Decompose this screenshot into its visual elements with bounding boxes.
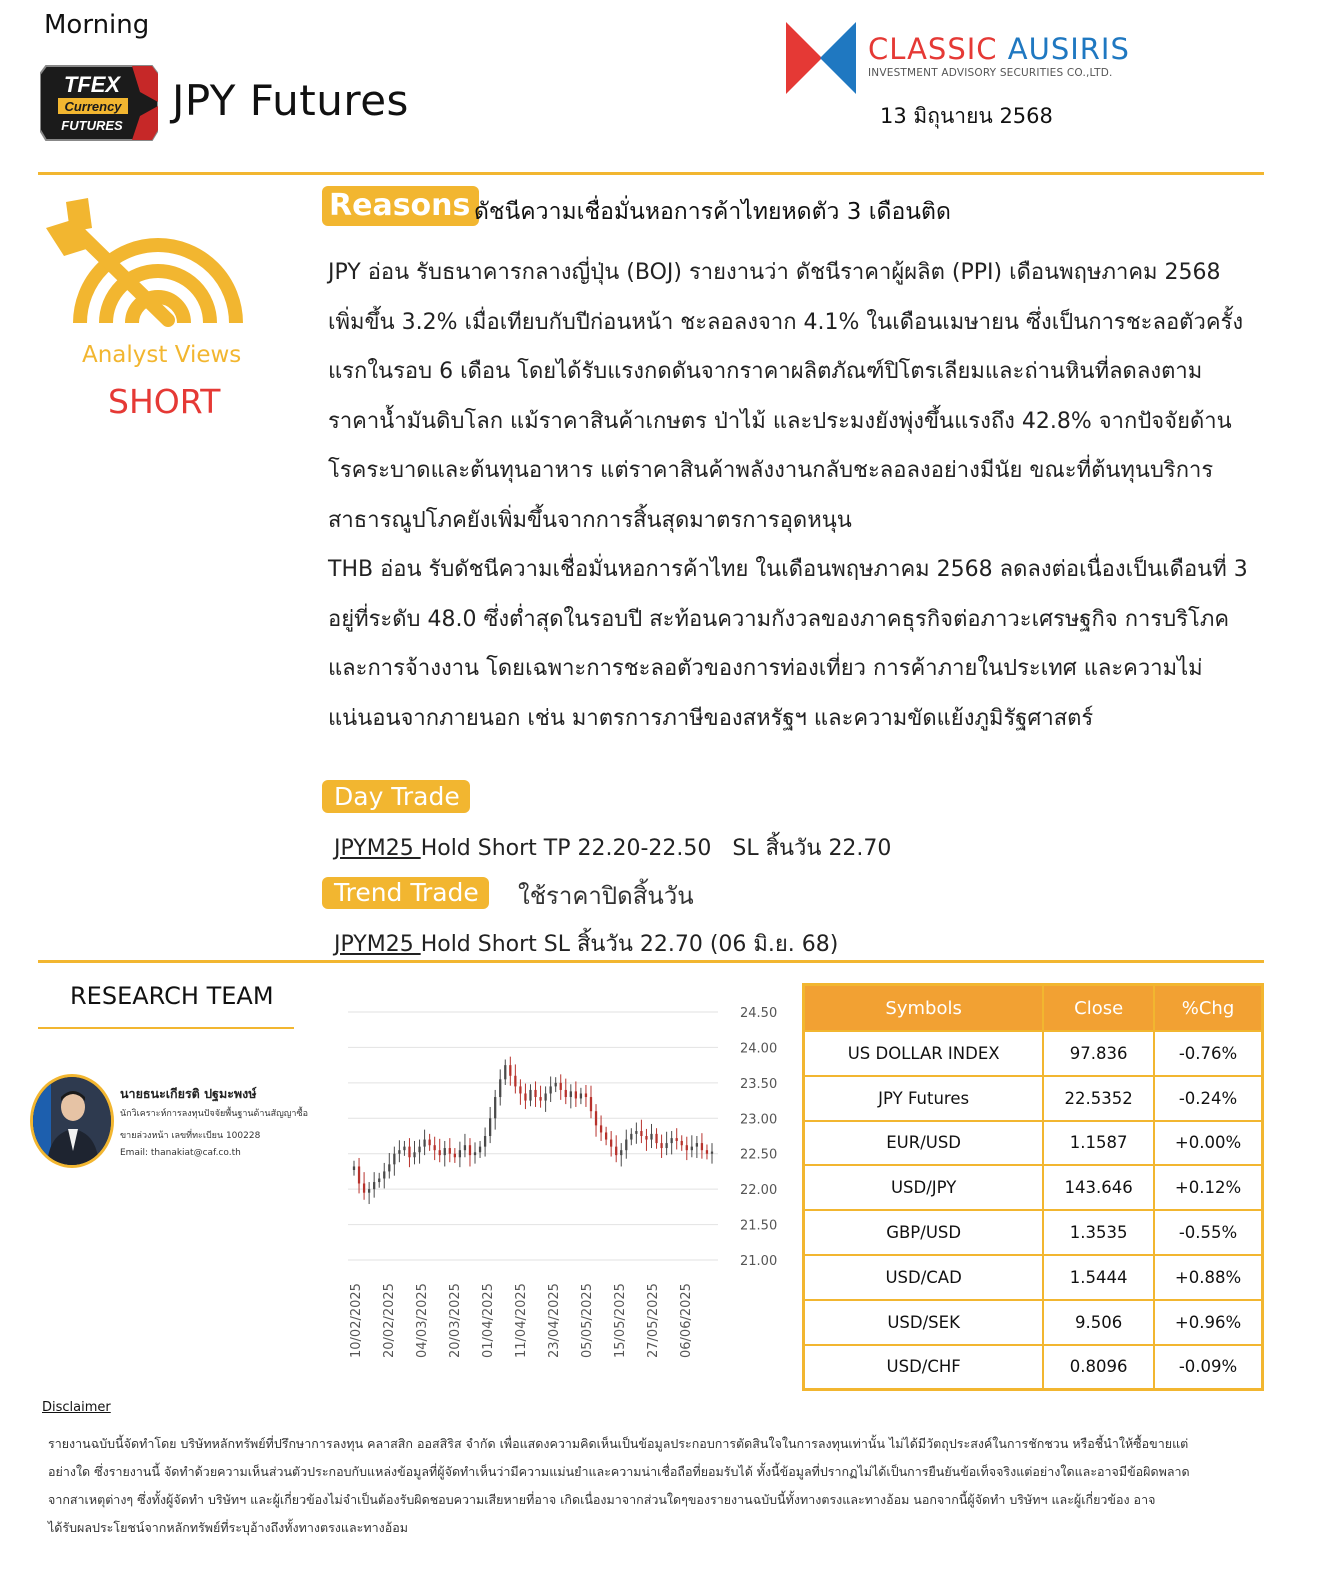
reasons-paragraph-thb: THB อ่อน รับดัชนีความเชื่อมั่นหอการค้าไทย ในเดือนพฤษภาคม 2568 ลดลงต่อเนื่องเป็นเดือนที่ 3 อยู่ที่ระดับ 48.0 ซึ่งต่ำสุดในรอบปี สะท้อนความกังวลของภาคธุรกิจต่อภาวะเศรษฐกิจ การบริโภค และการจ้างงาน โดยเฉพาะการชะลอตัวของการท่องเที่ยว การค้าภายในประเทศ และความไม่แน่นอนจากภายนอก เช่น มาตรการภาษีของสหรัฐฯ และความขัดแย้งภูมิรัฐศาสตร์ (328, 557, 1248, 731)
candle-body (509, 1065, 511, 1076)
candle-body (514, 1076, 516, 1087)
trend-trade-symbol: JPYM25 (334, 932, 421, 957)
candle-body (585, 1093, 587, 1097)
disclaimer-line: รายงานฉบับนี้จัดทำโดย บริษัทหลักทรัพย์ที่ปรึกษาการลงทุน คลาสสิก ออสสิริส จำกัด เพื่อแสดงความคิดเห็นเป็นข้อมูลประกอบการตัดสินใจในการลงทุนเท่านั้น ไม่ได้มีวัตถุประสงค์ในการชักชวน หรือชี้นำให้ซื้อขายแต่ (48, 1436, 1189, 1451)
candle-body (560, 1083, 562, 1090)
symbol-cell: USD/SEK (804, 1300, 1044, 1345)
candle-body (418, 1147, 420, 1153)
candle-body (655, 1134, 657, 1143)
pct-change-cell: +0.96% (1154, 1300, 1262, 1345)
candle-body (434, 1145, 436, 1150)
analyst-views-value: SHORT (108, 382, 221, 421)
brand-name-part2: AUSIRIS (1007, 32, 1130, 66)
table-row (804, 1210, 1263, 1255)
candle-body (449, 1148, 451, 1154)
edition-label: Morning (44, 10, 150, 40)
candle-body (539, 1097, 541, 1101)
candle-body (358, 1166, 360, 1183)
header-pct-change: %Chg (1154, 985, 1262, 1032)
x-tick-label: 06/06/2025 (679, 1283, 694, 1358)
y-tick-label: 23.50 (740, 1076, 778, 1092)
x-tick-label: 05/05/2025 (580, 1283, 595, 1358)
symbol-cell: USD/JPY (804, 1165, 1044, 1210)
candle-body (570, 1091, 572, 1097)
disclaimer-title: Disclaimer (42, 1400, 111, 1415)
analyst-views-label: Analyst Views (82, 342, 242, 368)
candle-body (686, 1145, 688, 1150)
close-cell: 22.5352 (1043, 1076, 1154, 1121)
x-tick-label: 01/04/2025 (481, 1283, 496, 1358)
pct-change-cell: +0.12% (1154, 1165, 1262, 1210)
close-cell: 1.1587 (1043, 1121, 1154, 1166)
candle-body (363, 1183, 365, 1192)
pct-change-cell: +0.88% (1154, 1255, 1262, 1300)
x-tick-label: 20/02/2025 (382, 1283, 397, 1358)
candle-body (504, 1065, 506, 1079)
day-trade-tag: Day Trade (322, 780, 470, 813)
candle-body (600, 1125, 602, 1132)
report-date: 13 มิถุนายน 2568 (880, 104, 1053, 128)
candle-body (544, 1093, 546, 1100)
pct-change-cell: +0.00% (1154, 1121, 1262, 1166)
y-tick-label: 24.50 (740, 1006, 778, 1021)
close-cell: 9.506 (1043, 1300, 1154, 1345)
y-tick-label: 22.00 (740, 1183, 778, 1199)
candle-body (660, 1143, 662, 1148)
candle-body (676, 1138, 678, 1141)
candle-body (706, 1150, 708, 1154)
trend-trade-note: ใช้ราคาปิดสิ้นวัน (518, 882, 694, 910)
candle-body (701, 1143, 703, 1150)
candle-body (368, 1189, 370, 1193)
symbol-cell: USD/CHF (804, 1345, 1044, 1390)
candle-body (489, 1118, 491, 1136)
y-tick-label: 22.50 (740, 1147, 778, 1163)
classic-ausiris-logo-mark (786, 22, 856, 94)
candle-body (383, 1171, 385, 1178)
candle-body (696, 1143, 698, 1147)
candle-body (529, 1090, 531, 1101)
candle-body (625, 1140, 627, 1151)
candle-body (580, 1093, 582, 1098)
candle-body (565, 1090, 567, 1097)
trend-trade-tag: Trend Trade (322, 877, 489, 909)
candle-body (620, 1150, 622, 1155)
candle-body (378, 1179, 380, 1183)
close-cell: 143.646 (1043, 1165, 1154, 1210)
disclaimer-line: อย่างใด ซึ่งรายงานนี้ จัดทำด้วยความเห็นส่วนตัวประกอบกับแหล่งข้อมูลที่ผู้จัดทำเห็นว่ามีความแม่นยำและความน่าเชื่อถือที่ยอมรับได้ ทั้งนี้ข้อมูลที่ปรากฏไม่ได้เป็นการยืนยันข้อเท็จจริงแต่อย่างใดและอาจมีข้อผิดพลาด (48, 1464, 1190, 1479)
candle-body (444, 1148, 446, 1155)
pct-change-cell: -0.76% (1154, 1031, 1262, 1076)
pct-change-cell: -0.24% (1154, 1076, 1262, 1121)
y-tick-label: 24.00 (740, 1041, 778, 1057)
table-row (804, 1300, 1263, 1345)
brand-name-part1: CLASSIC (868, 32, 998, 66)
candle-body (519, 1086, 521, 1093)
x-tick-label: 04/03/2025 (415, 1283, 430, 1358)
candle-body (403, 1147, 405, 1151)
reasons-paragraph-jpy: JPY อ่อน รับธนาคารกลางญี่ปุ่น (BOJ) รายงานว่า ดัชนีราคาผู้ผลิต (PPI) เดือนพฤษภาคม 2568 เพิ่มขึ้น 3.2% เมื่อเทียบกับปีก่อนหน้า ชะลอลงจาก 4.1% ในเดือนเมษายน ซึ่งเป็นการชะลอตัวครั้งแรกในรอบ 6 เดือน โดยได้รับแรงกดดันจากราคาผลิตภัณฑ์ปิโตรเลียมและถ่านหินที่ลดลงตามราคาน้ำมันดิบโลก แม้ราคาสินค้าเกษตร ป่าไม้ และประมงยังพุ่งขึ้นแรงถึง 42.8% จากปัจจัยด้านโรคระบาดและต้นทุนอาหาร แต่ราคาสินค้าพลังงานกลับชะลอลงอย่างมีนัย ขณะที่ต้นทุนบริการสาธารณูปโภคยังเพิ่มขึ้นจากการสิ้นสุดมาตรการอุดหนุน (328, 260, 1244, 533)
table-row (804, 1031, 1263, 1076)
brand-subtitle: INVESTMENT ADVISORY SECURITIES CO.,LTD. (868, 67, 1113, 79)
candle-body (575, 1091, 577, 1098)
y-tick-label: 23.00 (740, 1112, 778, 1128)
day-trade-text: Hold Short TP 22.20-22.50 SL สิ้นวัน 22.70 (420, 836, 892, 861)
candle-body (479, 1147, 481, 1153)
candle-body (615, 1147, 617, 1156)
day-trade-symbol: JPYM25 (334, 836, 421, 861)
symbol-cell: EUR/USD (804, 1121, 1044, 1166)
disclaimer-body (48, 1430, 1248, 1542)
pct-change-cell: -0.55% (1154, 1210, 1262, 1255)
close-cell: 97.836 (1043, 1031, 1154, 1076)
candle-body (524, 1093, 526, 1100)
badge-line1: TFEX (63, 72, 121, 97)
market-summary-table (802, 983, 1264, 1391)
research-team-title: RESEARCH TEAM (70, 982, 274, 1010)
candle-body (691, 1147, 693, 1151)
table-row (804, 1165, 1263, 1210)
trend-trade-text: Hold Short SL สิ้นวัน 22.70 (06 มิ.ย. 68) (420, 932, 839, 957)
divider-bottom (38, 960, 1264, 963)
reasons-tag: Reasons (322, 186, 479, 226)
pct-change-cell: -0.09% (1154, 1345, 1262, 1390)
candle-body (610, 1140, 612, 1147)
x-tick-label: 11/04/2025 (514, 1283, 529, 1358)
close-cell: 1.3535 (1043, 1210, 1154, 1255)
header-close: Close (1043, 985, 1154, 1032)
close-cell: 1.5444 (1043, 1255, 1154, 1300)
candle-body (413, 1152, 415, 1157)
candle-body (373, 1182, 375, 1189)
candle-body (550, 1086, 552, 1093)
candle-body (645, 1136, 647, 1140)
analyst-avatar (30, 1074, 114, 1168)
analyst-license: ขายล่วงหน้า เลขที่ทะเบียน 100228 (120, 1131, 261, 1141)
tfex-currency-futures-logo (40, 62, 158, 144)
candle-body (595, 1111, 597, 1125)
table-row (804, 1255, 1263, 1300)
reasons-body (328, 248, 1253, 743)
candle-body (398, 1150, 400, 1154)
candle-body (353, 1166, 355, 1170)
disclaimer-line: จากสาเหตุต่างๆ ซึ่งทั้งผู้จัดทำ บริษัทฯ และผู้เกี่ยวข้องไม่จำเป็นต้องรับผิดชอบความเสียหายที่อาจ เกิดเนื่องมาจากส่วนใดๆของรายงานฉบับนี้ทั้งทางตรงและทางอ้อม นอกจากนี้ผู้จัดทำ บริษัทฯ และผู้เกี่ยวข้อง อาจ (48, 1492, 1156, 1507)
x-tick-label: 20/03/2025 (448, 1283, 463, 1358)
candle-body (650, 1134, 652, 1140)
candle-body (388, 1164, 390, 1171)
badge-line3: FUTURES (61, 118, 123, 133)
table-row (804, 1121, 1263, 1166)
symbol-cell: USD/CAD (804, 1255, 1044, 1300)
symbol-cell: GBP/USD (804, 1210, 1044, 1255)
y-tick-label: 21.00 (740, 1254, 778, 1269)
candle-body (711, 1152, 713, 1154)
divider-top (38, 172, 1264, 175)
candle-body (671, 1138, 673, 1143)
day-trade-recommendation (334, 830, 891, 865)
table-row (804, 1345, 1263, 1390)
x-tick-label: 23/04/2025 (547, 1283, 562, 1358)
jpy-futures-price-chart (330, 990, 790, 1370)
candle-body (494, 1097, 496, 1118)
x-tick-label: 10/02/2025 (349, 1283, 364, 1358)
candle-body (459, 1150, 461, 1157)
candle-body (635, 1131, 637, 1134)
candle-body (484, 1136, 486, 1147)
close-cell: 0.8096 (1043, 1345, 1154, 1390)
candle-body (630, 1134, 632, 1140)
brand-name (868, 32, 1130, 66)
trend-trade-recommendation (334, 926, 838, 961)
market-table-header (804, 985, 1263, 1032)
badge-line2: Currency (64, 99, 122, 114)
candle-body (408, 1147, 410, 1158)
candle-body (555, 1083, 557, 1087)
candle-body (454, 1154, 456, 1158)
x-tick-label: 15/05/2025 (613, 1283, 628, 1358)
candle-body (393, 1154, 395, 1165)
candle-body (665, 1143, 667, 1148)
candle-body (681, 1141, 683, 1145)
analyst-name: นายธนะเกียรติ ปฐมะพงษ์ (120, 1086, 257, 1101)
disclaimer-line: ได้รับผลประโยชน์จากหลักทรัพย์ที่ระบุอ้างถึงทั้งทางตรงและทางอ้อม (48, 1520, 408, 1535)
analyst-email: Email: thanakiat@caf.co.th (120, 1148, 241, 1158)
symbol-cell: US DOLLAR INDEX (804, 1031, 1044, 1076)
candle-body (605, 1132, 607, 1139)
report-title: JPY Futures (172, 76, 409, 125)
candle-body (439, 1150, 441, 1155)
analyst-role: นักวิเคราะห์การลงทุนปัจจัยพื้นฐานด้านสัญญาซื้อ (120, 1109, 308, 1119)
candle-body (640, 1131, 642, 1136)
candle-body (590, 1097, 592, 1111)
symbol-cell: JPY Futures (804, 1076, 1044, 1121)
candle-body (474, 1152, 476, 1155)
candle-body (499, 1079, 501, 1097)
candle-body (469, 1145, 471, 1155)
y-tick-label: 21.50 (740, 1218, 778, 1234)
candle-body (423, 1140, 425, 1147)
x-tick-label: 27/05/2025 (646, 1283, 661, 1358)
candle-body (428, 1140, 430, 1146)
reasons-headline: ดัชนีความเชื่อมั่นหอการค้าไทยหดตัว 3 เดือนติด (474, 199, 951, 225)
candle-body (534, 1090, 536, 1097)
research-team-underline (38, 1027, 294, 1029)
table-row (804, 1076, 1263, 1121)
candle-body (464, 1145, 466, 1150)
target-arrow-icon (40, 198, 250, 330)
header-symbols: Symbols (804, 985, 1044, 1032)
